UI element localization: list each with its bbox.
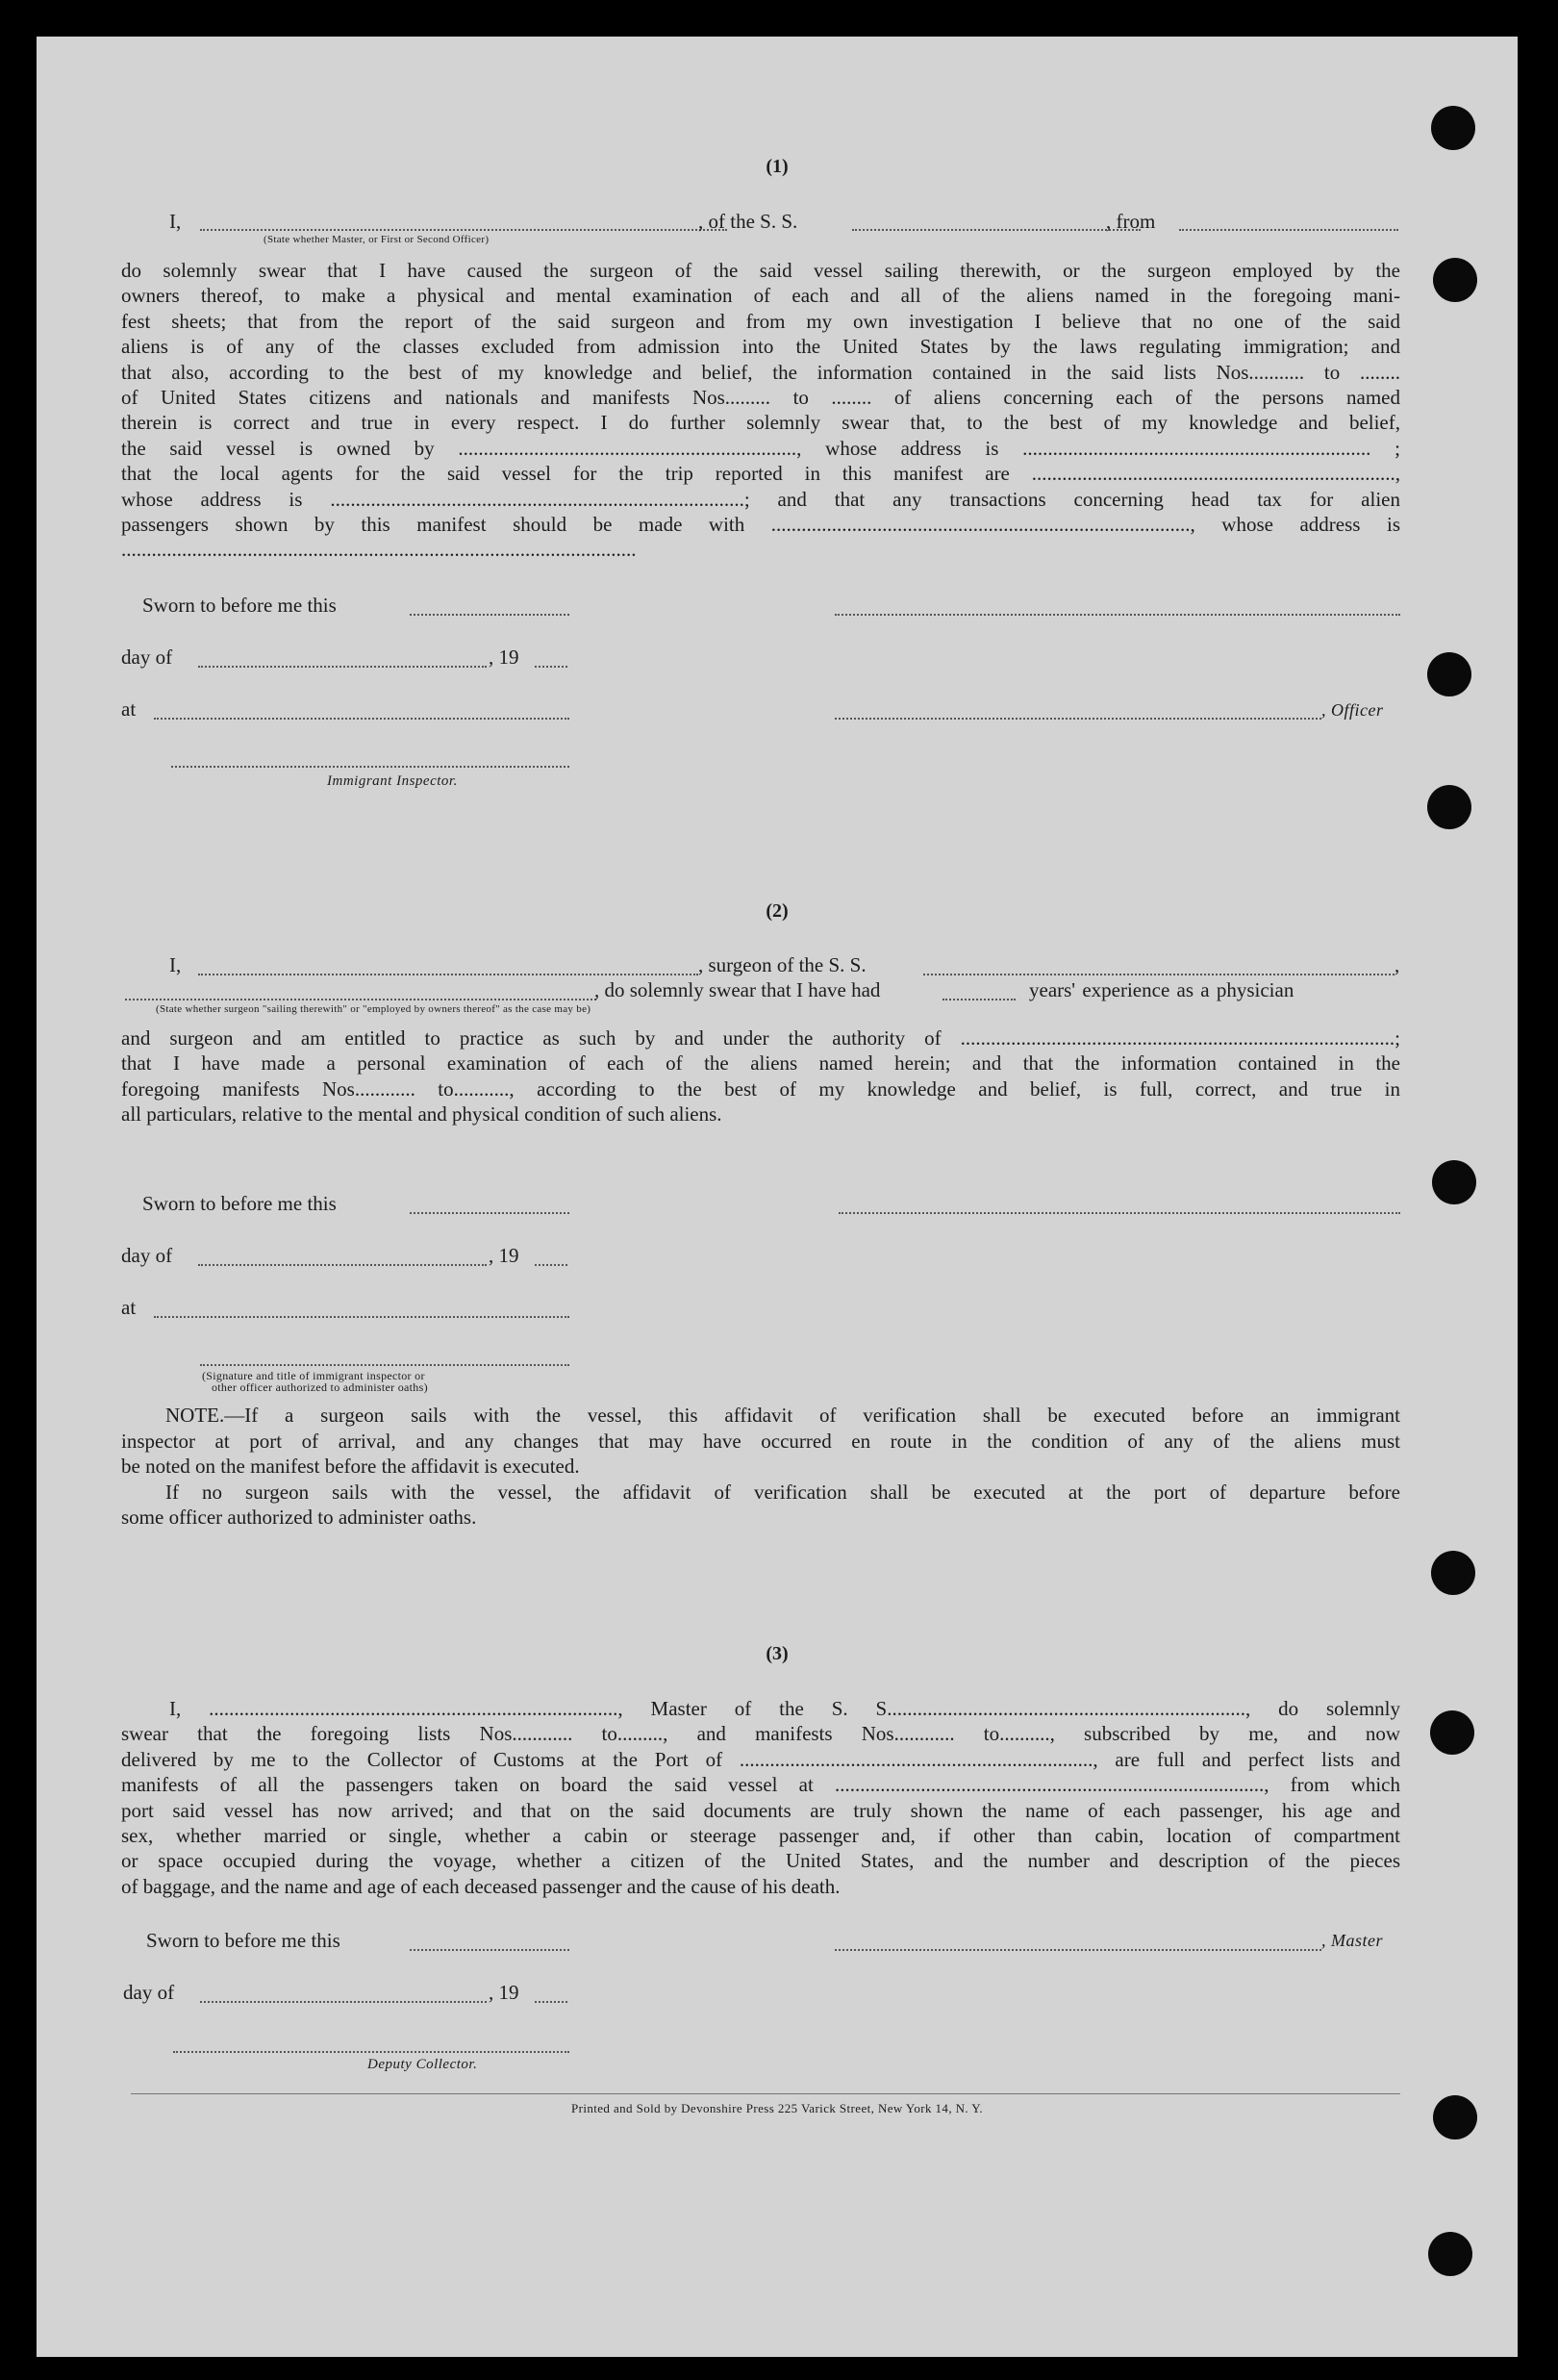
from-label: , from — [1106, 210, 1156, 233]
punch-hole — [1432, 1160, 1476, 1204]
comma: , — [1395, 953, 1400, 976]
section-1-body — [121, 258, 1400, 563]
body-line: port said vessel has now arrived; and that on the said documents are truly shown the name of each passenger, his age and — [121, 1798, 1400, 1822]
sworn-date-field[interactable] — [410, 1212, 569, 1214]
officer-label: , Officer — [1321, 700, 1384, 720]
surgeon-vessel-field[interactable] — [923, 974, 1395, 975]
section-1-i-label: I, — [169, 210, 182, 233]
body-line: fest sheets; that from the report of the said surgeon and from my own investigation I believe that no one of the said — [121, 309, 1400, 333]
surgeon-signature-field[interactable] — [839, 1212, 1400, 1214]
officer-signature-field[interactable] — [835, 614, 1400, 616]
section-2-i-label: I, — [169, 953, 182, 976]
swear-label: , do solemnly swear that I have had — [594, 978, 881, 1001]
punch-hole — [1427, 652, 1471, 696]
body-line: therein is correct and true in every respect. I do further solemnly swear that, to the best of my knowledge and belief, — [121, 411, 1400, 435]
body-line: ...................................................................................................... — [121, 538, 637, 562]
officer-rank-note: (State whether Master, or First or Second Officer) — [264, 234, 490, 245]
of-ss-label: , of the S. S. — [698, 210, 798, 233]
surgeon-name-field[interactable] — [198, 974, 698, 975]
note-line: be noted on the manifest before the affidavit is executed. — [121, 1455, 580, 1478]
body-line: of United States citizens and nationals and manifests Nos......... to ........ of aliens concerning each of the persons named — [121, 386, 1400, 410]
body-line: aliens is of any of the classes excluded from admission into the United States by the laws regulating immigration; and — [121, 335, 1400, 359]
footer-divider — [131, 2093, 1400, 2094]
year-field[interactable] — [535, 1264, 567, 1266]
year-label: , 19 — [489, 1981, 519, 2004]
section-2-body — [121, 1025, 1400, 1127]
sworn-date-field[interactable] — [410, 614, 569, 616]
inspector-label: Immigrant Inspector. — [327, 773, 458, 789]
signature-note: other officer authorized to administer oaths) — [212, 1380, 428, 1394]
officer-name-field[interactable] — [200, 229, 727, 231]
from-port-field[interactable] — [1179, 229, 1398, 231]
body-line: that also, according to the best of my knowledge and belief, the information contained in the said lists Nos........... to ........ — [121, 360, 1400, 384]
punch-hole — [1430, 1710, 1474, 1755]
section-3-body — [121, 1696, 1400, 1899]
note-line: some officer authorized to administer oaths. — [121, 1506, 477, 1529]
body-line: swear that the foregoing lists Nos............ to........., and manifests Nos............ to.........., subscribed by me, and now — [121, 1722, 1400, 1746]
at-place-field[interactable] — [154, 718, 569, 720]
years-label: years' experience as a physician — [1029, 978, 1294, 1001]
at-label: at — [121, 697, 137, 721]
inspector-signature-field[interactable] — [171, 766, 569, 768]
year-label: , 19 — [489, 646, 519, 669]
at-place-field[interactable] — [154, 1316, 569, 1318]
day-of-label: day of — [123, 1981, 175, 2004]
body-line: that I have made a personal examination of each of the aliens named herein; and that the information contained in the — [121, 1051, 1400, 1076]
sworn-label: Sworn to before me this — [142, 1192, 337, 1215]
signature-note: (Signature and title of immigrant inspector or — [202, 1369, 425, 1382]
body-line: and surgeon and am entitled to practice as such by and under the authority of ......................................................................................; — [121, 1026, 1400, 1050]
at-label: at — [121, 1296, 137, 1319]
years-field[interactable] — [942, 999, 1016, 1000]
surgeon-status-note: (State whether surgeon "sailing therewith" or "employed by owners thereof" as the case may be) — [156, 1003, 591, 1015]
body-line: or space occupied during the voyage, whether a citizen of the United States, and the number and description of the pieces — [121, 1849, 1400, 1873]
day-of-field[interactable] — [198, 1264, 487, 1266]
day-of-label: day of — [121, 646, 173, 669]
body-line: all particulars, relative to the mental and physical condition of such aliens. — [121, 1102, 722, 1127]
body-line: do solemnly swear that I have caused the surgeon of the said vessel sailing therewith, or the surgeon employed by the — [121, 259, 1400, 282]
printer-imprint: Printed and Sold by Devonshire Press 225 Varick Street, New York 14, N. Y. — [570, 2101, 983, 2115]
year-field[interactable] — [535, 2001, 567, 2003]
body-line: delivered by me to the Collector of Customs at the Port of ......................................................................, are full and perfect lists and — [121, 1747, 1400, 1771]
form-page — [37, 37, 1518, 2357]
body-line: foregoing manifests Nos............ to..........., according to the best of my knowledge and belief, is full, correct, and true in — [121, 1076, 1400, 1101]
note-block — [121, 1403, 1400, 1531]
body-line: owners thereof, to make a physical and mental examination of each and all of the aliens named in the foregoing mani- — [121, 284, 1400, 308]
body-line: that the local agents for the said vessel for the trip reported in this manifest are ........................................................................, — [121, 462, 1400, 486]
body-line: of baggage, and the name and age of each deceased passenger and the cause of his death. — [121, 1874, 841, 1898]
punch-hole — [1431, 1551, 1475, 1595]
body-line: passengers shown by this manifest should be made with ..................................................................................., whose address is — [121, 513, 1400, 537]
sworn-date-field[interactable] — [410, 1949, 569, 1951]
master-signature-field[interactable] — [835, 1949, 1321, 1951]
deputy-signature-field[interactable] — [173, 2051, 569, 2053]
sworn-label: Sworn to before me this — [142, 594, 337, 617]
sworn-label: Sworn to before me this — [146, 1929, 340, 1952]
day-of-field[interactable] — [200, 2001, 487, 2003]
vessel-name-field[interactable] — [852, 229, 1141, 231]
note-line: If no surgeon sails with the vessel, the affidavit of verification shall be executed at the port of departure before — [165, 1480, 1400, 1504]
body-line: whose address is ..................................................................................; and that any transactions concerning head tax for alien — [121, 487, 1400, 511]
officer-title-field[interactable] — [835, 718, 1321, 720]
body-line: sex, whether married or single, whether a cabin or steerage passenger and, if other than cabin, location of compartment — [121, 1824, 1400, 1848]
section-1-heading: (1) — [766, 156, 789, 177]
master-label: , Master — [1321, 1931, 1383, 1950]
section-3-heading: (3) — [766, 1643, 789, 1664]
surgeon-status-field[interactable] — [125, 999, 596, 1000]
day-of-label: day of — [121, 1244, 173, 1267]
deputy-label: Deputy Collector. — [367, 2057, 478, 2072]
punch-hole — [1431, 106, 1475, 150]
body-line: manifests of all the passengers taken on board the said vessel at ....................................................................................., from which — [121, 1773, 1400, 1797]
note-line: inspector at port of arrival, and any changes that may have occurred en route in the condition of any of the aliens must — [121, 1429, 1400, 1453]
day-of-field[interactable] — [198, 666, 487, 668]
note-line: NOTE.—If a surgeon sails with the vessel, this affidavit of verification shall be executed before an immigrant — [165, 1404, 1400, 1427]
punch-hole — [1427, 785, 1471, 829]
body-line: the said vessel is owned by ..................................................................., whose address is ..................................................................... ; — [121, 436, 1400, 460]
surgeon-of-label: , surgeon of the S. S. — [698, 953, 867, 976]
body-line: I, ................................................................................., Master of the S. S......................................................................., do solemnly — [169, 1697, 1400, 1720]
punch-hole — [1433, 258, 1477, 302]
inspector-signature-field[interactable] — [200, 1364, 569, 1366]
year-field[interactable] — [535, 666, 567, 668]
punch-hole — [1428, 2232, 1472, 2276]
section-2-heading: (2) — [766, 900, 789, 922]
year-label: , 19 — [489, 1244, 519, 1267]
